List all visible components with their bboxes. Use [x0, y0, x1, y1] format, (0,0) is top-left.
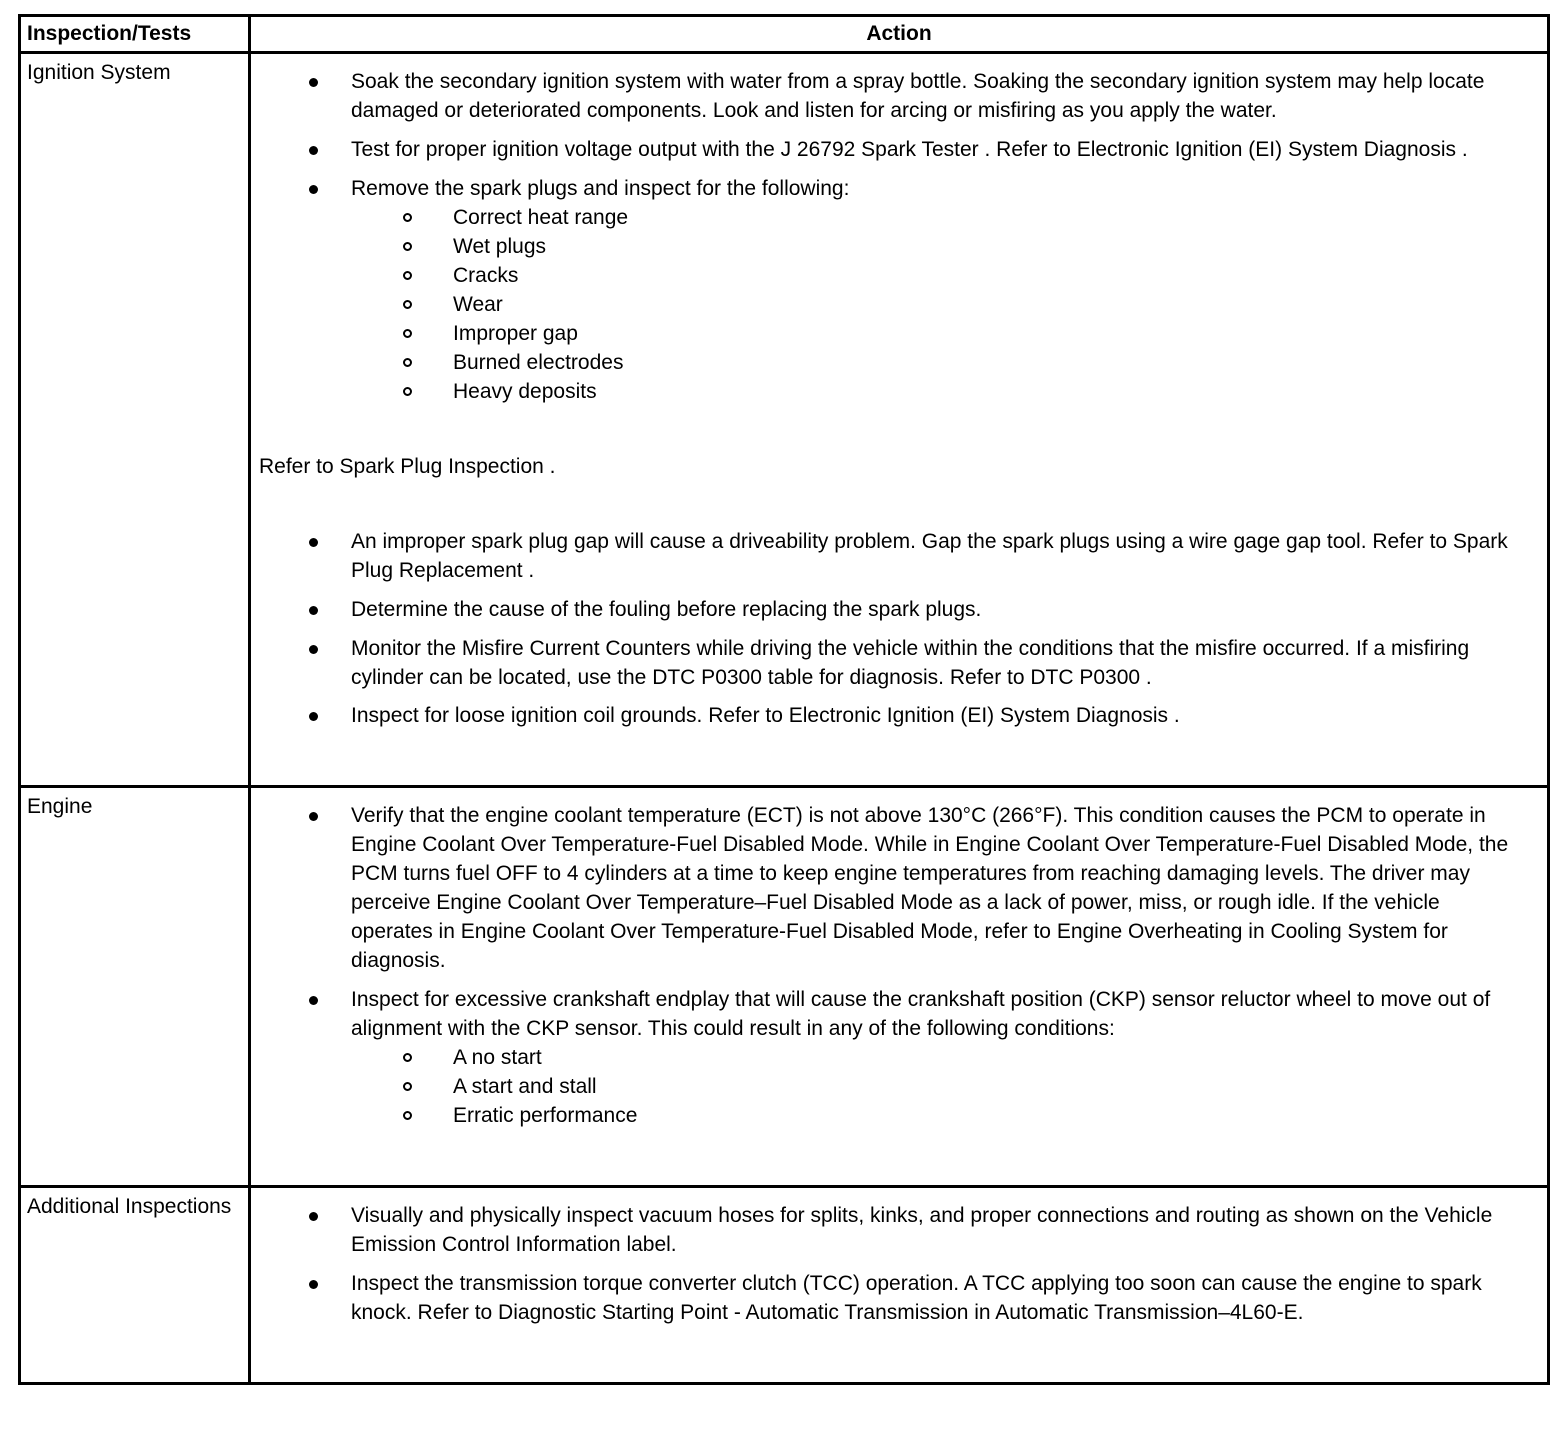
bullet-item	[257, 528, 1521, 586]
bullet-list	[257, 1202, 1521, 1328]
bullet-text: Soak the secondary ignition system with water from a spray bottle. Soaking the secondary ignition system may help locate damaged or deteriorated components. Look and listen for arcing or misfiring as you apply the water.	[351, 70, 1485, 122]
sub-bullet-item: A no start	[351, 1044, 1521, 1073]
sub-bullet-item: A start and stall	[351, 1073, 1521, 1102]
reference-paragraph: Refer to Spark Plug Inspection .	[259, 454, 556, 478]
sub-bullet-item: Burned electrodes	[351, 349, 1521, 378]
bullet-text: Test for proper ignition voltage output with the J 26792 Spark Tester . Refer to Electronic Ignition (EI) System Diagnosis .	[351, 137, 1468, 161]
table-row	[20, 1187, 1549, 1384]
bullet-text: Inspect the transmission torque converter clutch (TCC) operation. A TCC applying too soon can cause the engine to spark knock. Refer to Diagnostic Starting Point - Automatic Transmission in Automatic Transmission–4L60-E.	[351, 1272, 1482, 1324]
table-body	[20, 53, 1549, 1384]
sub-bullet-item: Wet plugs	[351, 233, 1521, 262]
bullet-text: Remove the spark plugs and inspect for the following:	[351, 176, 850, 200]
bullet-item	[257, 596, 1521, 625]
bullet-item	[257, 802, 1521, 976]
inspection-test-cell: Engine	[20, 787, 250, 1187]
bullet-list	[257, 528, 1521, 732]
header-action: Action	[250, 16, 1549, 53]
action-cell	[250, 53, 1549, 787]
inspection-test-cell: Additional Inspections	[20, 1187, 250, 1384]
sub-bullet-item: Improper gap	[351, 320, 1521, 349]
sub-bullet-item: Cracks	[351, 262, 1521, 291]
sub-bullet-item: Wear	[351, 291, 1521, 320]
sub-bullet-item: Heavy deposits	[351, 378, 1521, 407]
table-row	[20, 53, 1549, 787]
sub-bullet-list	[351, 1044, 1521, 1131]
bullet-text: Inspect for excessive crankshaft endplay that will cause the crankshaft position (CKP) sensor reluctor wheel to move out of alignment with the CKP sensor. This could result in any of the following conditions:	[351, 988, 1491, 1041]
bullet-text: Visually and physically inspect vacuum hoses for splits, kinks, and proper connections and routing as shown on the Vehicle Emission Control Information label.	[351, 1204, 1493, 1257]
bullet-text: An improper spark plug gap will cause a driveability problem. Gap the spark plugs using a wire gage gap tool. Refer to Spark Plug Replacement .	[351, 529, 1508, 582]
bullet-item	[257, 635, 1521, 693]
bullet-item	[257, 986, 1521, 1131]
bullet-text: Inspect for loose ignition coil grounds. Refer to Electronic Ignition (EI) System Diagnosis .	[351, 704, 1180, 728]
bullet-list	[257, 68, 1521, 407]
action-cell	[250, 787, 1549, 1187]
bullet-item	[257, 68, 1521, 126]
bullet-text: Monitor the Misfire Current Counters while driving the vehicle within the conditions that the misfire occurred. If a misfiring cylinder can be located, use the DTC P0300 table for diagnosis. Refer to DTC P0300 .	[351, 636, 1470, 689]
bullet-item	[257, 136, 1521, 165]
sub-bullet-list	[351, 204, 1521, 407]
bullet-item	[257, 1270, 1521, 1328]
table-row	[20, 787, 1549, 1187]
bullet-text: Verify that the engine coolant temperature (ECT) is not above 130°C (266°F). This condition causes the PCM to operate in Engine Coolant Over Temperature-Fuel Disabled Mode. While in Engine Coolant Over Temperature-Fuel Disabled Mode, the PCM turns fuel OFF to 4 cylinders at a time to keep engine temperatures from reaching damaging levels. The driver may perceive Engine Coolant Over Temperature–Fuel Disabled Mode as a lack of power, miss, or rough idle. If the vehicle operates in Engine Coolant Over Temperature-Fuel Disabled Mode, refer to Engine Overheating in Cooling System for diagnosis.	[351, 804, 1509, 973]
table-header	[20, 16, 1549, 53]
action-cell	[250, 1187, 1549, 1384]
inspection-table	[18, 14, 1550, 1385]
header-row	[20, 16, 1549, 53]
bullet-text: Determine the cause of the fouling before replacing the spark plugs.	[351, 597, 982, 621]
bullet-item	[257, 1202, 1521, 1260]
header-inspection-tests: Inspection/Tests	[20, 16, 250, 53]
bullet-item	[257, 175, 1521, 407]
bullet-list	[257, 802, 1521, 1131]
sub-bullet-item: Correct heat range	[351, 204, 1521, 233]
sub-bullet-item: Erratic performance	[351, 1102, 1521, 1131]
inspection-test-cell: Ignition System	[20, 53, 250, 787]
bullet-item	[257, 702, 1521, 731]
